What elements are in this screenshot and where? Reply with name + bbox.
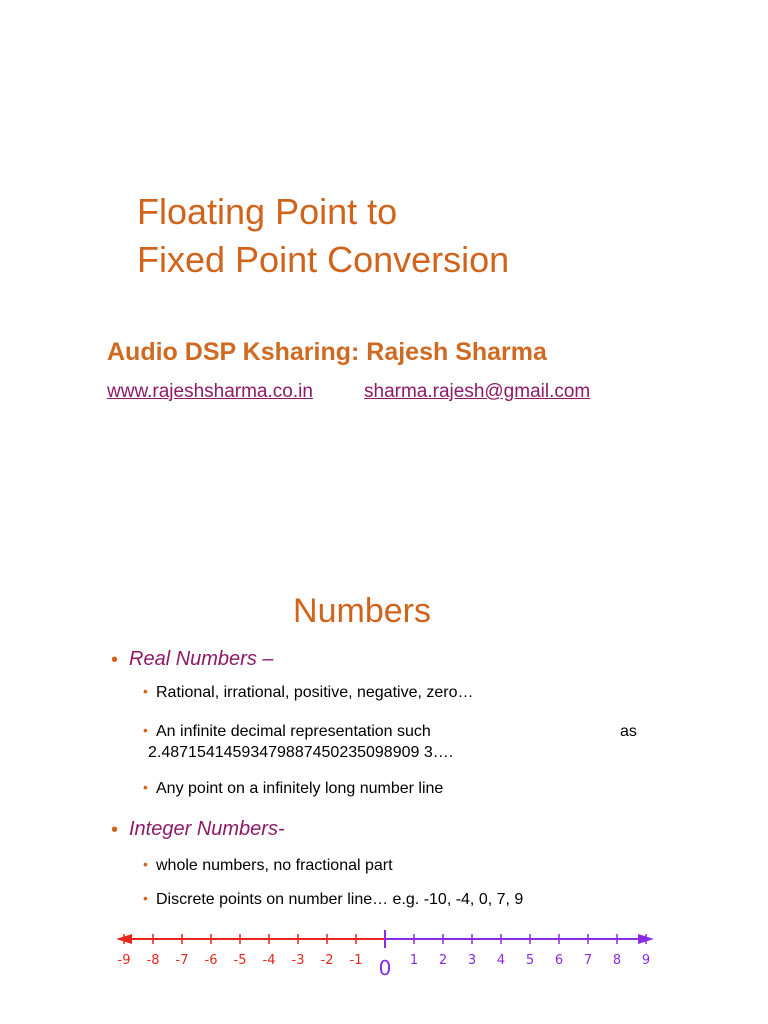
number-line-label: -7 (175, 953, 189, 968)
bullet-icon: • (111, 819, 119, 841)
bullet-icon: • (143, 683, 148, 699)
title-line-2: Fixed Point Conversion (137, 239, 510, 280)
number-line-label-0: 0 (378, 956, 392, 980)
whole-text: whole numbers, no fractional part (156, 857, 393, 874)
number-line-label: -1 (349, 953, 363, 968)
number-line-label: 9 (641, 953, 651, 968)
number-line-label: -8 (146, 953, 160, 968)
website-link[interactable]: www.rajeshsharma.co.in (107, 381, 313, 402)
number-line-label: 1 (409, 953, 419, 968)
infinite-text: An infinite decimal representation such (156, 723, 431, 740)
discrete-text: Discrete points on number line… e.g. -10, -4, 0, 7, 9 (156, 891, 524, 908)
number-line-label: -5 (233, 953, 247, 968)
bullet-infinite (143, 723, 431, 741)
number-line-label: -4 (262, 953, 276, 968)
bullet-icon: • (143, 890, 148, 906)
integer-numbers-heading: Integer Numbers- (129, 818, 285, 840)
bullet-real-numbers (111, 648, 274, 671)
bullet-icon: • (143, 779, 148, 795)
numbers-slide (0, 520, 768, 1024)
number-line-label: -9 (117, 953, 131, 968)
number-line-label: -2 (320, 953, 334, 968)
author-line: Audio DSP Ksharing: Rajesh Sharma (107, 338, 547, 366)
bullet-number-line-point (143, 780, 443, 798)
number-line-label: 4 (496, 953, 506, 968)
number-line-label: 6 (554, 953, 564, 968)
bullet-icon: • (143, 856, 148, 872)
number-line-label: 3 (467, 953, 477, 968)
infinite-as: as (620, 723, 637, 740)
bullet-rational (143, 684, 474, 702)
point-text: Any point on a infinitely long number line (156, 780, 444, 797)
bullet-whole-numbers (143, 857, 393, 875)
title-line-1: Floating Point to (137, 191, 398, 232)
number-line-label: 7 (583, 953, 593, 968)
number-line-label: -3 (291, 953, 305, 968)
bullet-integer-numbers (111, 818, 285, 841)
number-line-label: 2 (438, 953, 448, 968)
number-line-label: 8 (612, 953, 622, 968)
bullet-icon: • (111, 649, 119, 671)
number-line (110, 928, 662, 984)
infinite-value: 2.48715414593479887450235098909 3…. (148, 744, 454, 761)
number-line-label: -6 (204, 953, 218, 968)
slide-title: Numbers (293, 592, 431, 630)
bullet-discrete-points (143, 891, 523, 909)
number-line-label: 5 (525, 953, 535, 968)
real-numbers-heading: Real Numbers – (129, 648, 274, 670)
rational-text: Rational, irrational, positive, negative, zero… (156, 684, 474, 701)
bullet-icon: • (143, 722, 148, 738)
email-link[interactable]: sharma.rajesh@gmail.com (364, 381, 591, 402)
